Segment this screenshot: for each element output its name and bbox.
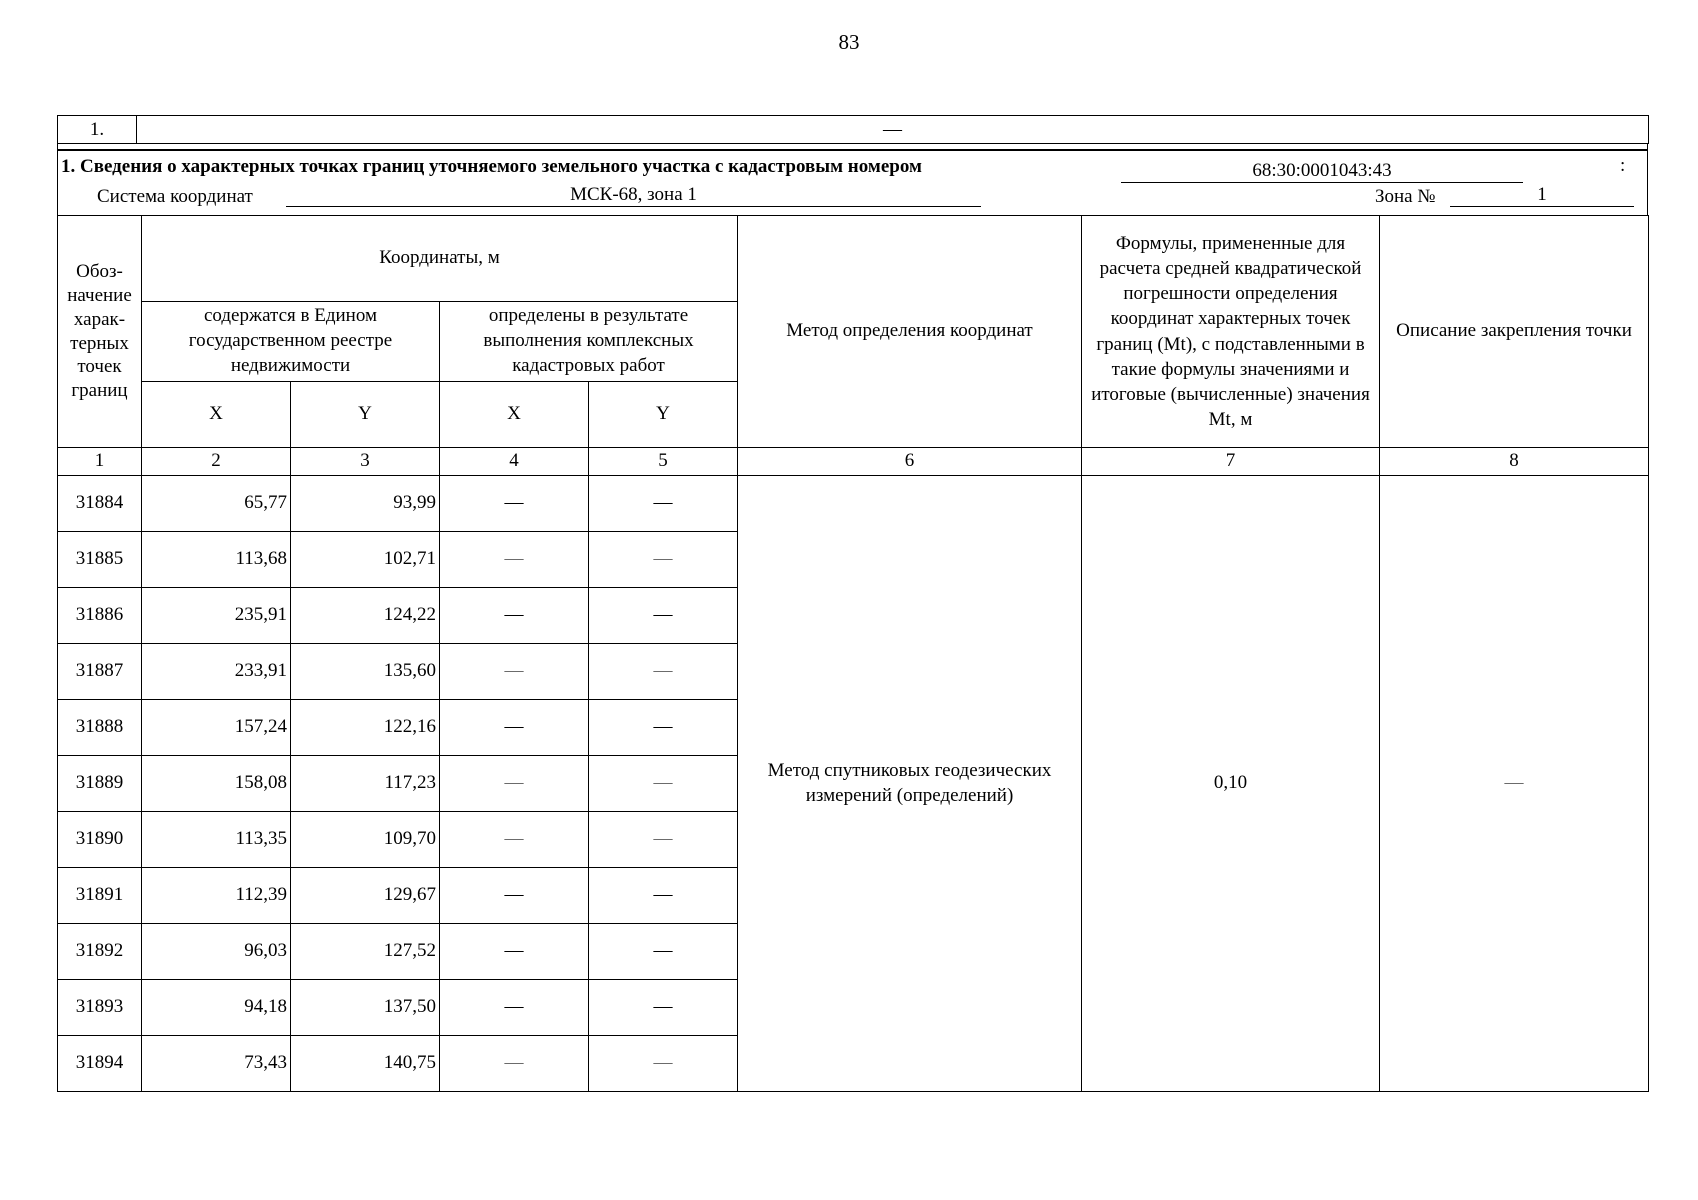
point-x-determined: — (440, 532, 589, 588)
point-x: 233,91 (142, 644, 291, 700)
point-y-determined: — (589, 812, 738, 868)
header-y-registry: Y (291, 382, 440, 448)
point-id: 31888 (58, 700, 142, 756)
point-x: 94,18 (142, 980, 291, 1036)
point-x: 113,68 (142, 532, 291, 588)
column-number: 1 (58, 448, 142, 476)
point-y-determined: — (589, 924, 738, 980)
header-determined: определены в результате выполнения комплексных кадастровых работ (440, 302, 738, 382)
header-x-registry: X (142, 382, 291, 448)
point-y: 109,70 (291, 812, 440, 868)
cadastral-number: 68:30:0001043:43 (1121, 159, 1523, 183)
point-x: 158,08 (142, 756, 291, 812)
point-id: 31884 (58, 476, 142, 532)
point-y: 127,52 (291, 924, 440, 980)
point-y: 135,60 (291, 644, 440, 700)
point-id: 31894 (58, 1036, 142, 1092)
point-y-determined: — (589, 756, 738, 812)
page-number: 83 (838, 30, 860, 54)
coord-system-label: Система координат (97, 186, 253, 207)
header-description: Описание закрепления точки (1380, 216, 1649, 448)
coord-system-value: МСК-68, зона 1 (286, 183, 981, 207)
point-x: 96,03 (142, 924, 291, 980)
point-id: 31886 (58, 588, 142, 644)
header-designation: Обоз- начение харак- терных точек границ (58, 216, 142, 448)
point-x: 235,91 (142, 588, 291, 644)
point-y-determined: — (589, 980, 738, 1036)
header-row-1 (58, 216, 1649, 302)
zone-value: 1 (1450, 183, 1634, 207)
method-value: Метод спутниковых геодезических измерений (определений) (738, 476, 1082, 1092)
point-x-determined: — (440, 756, 589, 812)
point-x-determined: — (440, 588, 589, 644)
point-y-determined: — (589, 644, 738, 700)
point-y: 102,71 (291, 532, 440, 588)
point-x-determined: — (440, 812, 589, 868)
header-method: Метод определения координат (738, 216, 1082, 448)
column-number: 6 (738, 448, 1082, 476)
point-id: 31889 (58, 756, 142, 812)
description-value: — (1380, 476, 1649, 1092)
point-x-determined: — (440, 924, 589, 980)
column-number: 7 (1082, 448, 1380, 476)
point-x-determined: — (440, 476, 589, 532)
column-number: 8 (1380, 448, 1649, 476)
table-row (58, 476, 1649, 532)
point-y-determined: — (589, 532, 738, 588)
top-row-value: — (137, 116, 1649, 144)
point-y: 117,23 (291, 756, 440, 812)
point-y-determined: — (589, 476, 738, 532)
point-id: 31885 (58, 532, 142, 588)
point-y: 122,16 (291, 700, 440, 756)
document-sheet (57, 115, 1648, 1092)
point-x: 112,39 (142, 868, 291, 924)
top-summary-table (57, 115, 1649, 144)
point-y-determined: — (589, 700, 738, 756)
point-id: 31893 (58, 980, 142, 1036)
point-x: 73,43 (142, 1036, 291, 1092)
point-x-determined: — (440, 1036, 589, 1092)
header-formulas: Формулы, примененные для расчета средней квадратической погрешности определения координат характерных точек границ (Mt), с подставленными в такие формулы значениями и итоговые (вычисленные) значения Mt, м (1082, 216, 1380, 448)
point-y: 129,67 (291, 868, 440, 924)
header-in-registry: содержатся в Едином государственном реестре недвижимости (142, 302, 440, 382)
point-id: 31887 (58, 644, 142, 700)
column-number: 5 (589, 448, 738, 476)
point-y: 124,22 (291, 588, 440, 644)
zone-label: Зона № (1375, 186, 1436, 207)
point-x: 113,35 (142, 812, 291, 868)
column-number-row (58, 448, 1649, 476)
point-y: 137,50 (291, 980, 440, 1036)
point-x-determined: — (440, 700, 589, 756)
point-y-determined: — (589, 588, 738, 644)
point-x-determined: — (440, 980, 589, 1036)
point-x: 65,77 (142, 476, 291, 532)
column-number: 3 (291, 448, 440, 476)
top-summary-row (58, 116, 1649, 144)
point-y-determined: — (589, 868, 738, 924)
point-id: 31892 (58, 924, 142, 980)
column-number: 4 (440, 448, 589, 476)
boundary-points-table (57, 215, 1649, 1092)
point-x: 157,24 (142, 700, 291, 756)
point-y-determined: — (589, 1036, 738, 1092)
point-y: 93,99 (291, 476, 440, 532)
header-coordinates: Координаты, м (142, 216, 738, 302)
header-y-determined: Y (589, 382, 738, 448)
point-x-determined: — (440, 868, 589, 924)
column-number: 2 (142, 448, 291, 476)
point-id: 31891 (58, 868, 142, 924)
top-row-number: 1. (58, 116, 137, 144)
point-id: 31890 (58, 812, 142, 868)
mt-value: 0,10 (1082, 476, 1380, 1092)
point-y: 140,75 (291, 1036, 440, 1092)
section-header (57, 150, 1648, 215)
header-x-determined: X (440, 382, 589, 448)
point-x-determined: — (440, 644, 589, 700)
section-title: 1. Сведения о характерных точках границ уточняемого земельного участка с кадастровым номером (61, 156, 922, 177)
title-colon: : (1620, 155, 1626, 176)
